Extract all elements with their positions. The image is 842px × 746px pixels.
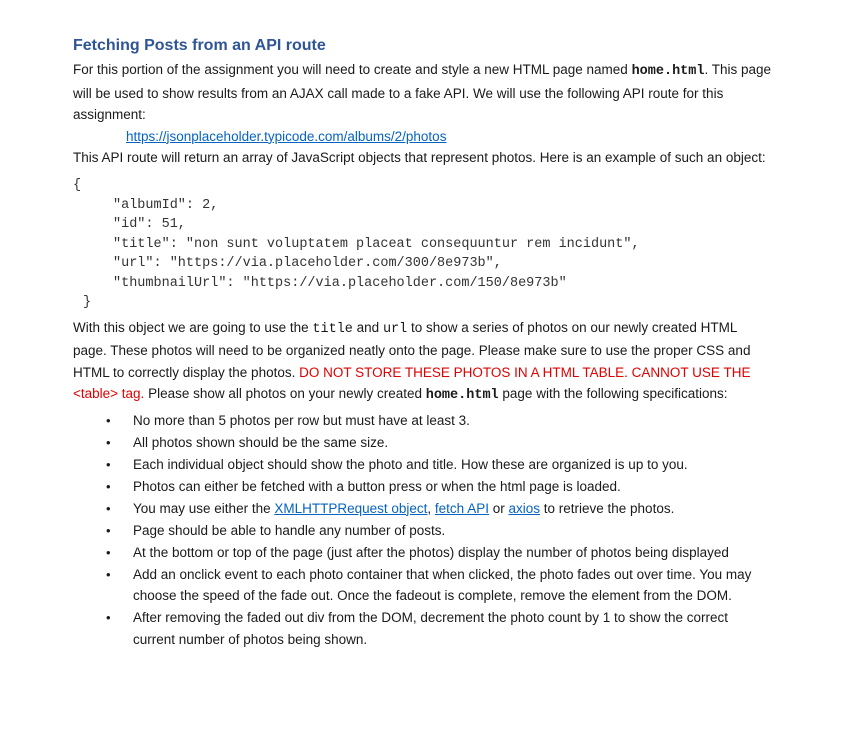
xmlhttprequest-link[interactable]: XMLHTTPRequest object <box>274 500 428 516</box>
spec-text: or <box>488 500 509 516</box>
bullet-icon: • <box>106 478 111 494</box>
api-url-link[interactable]: https://jsonplaceholder.typicode.com/albums/2/photos <box>126 128 447 144</box>
usage-paragraph <box>73 317 773 407</box>
specifications-list <box>73 410 773 651</box>
array-description: This API route will return an array of JavaScript objects that represent photos. Here is an example of such an object: <box>73 149 766 165</box>
spec-text: to retrieve the photos. <box>540 500 675 516</box>
spec-text: After removing the faded out div from the DOM, decrement the photo count by 1 to show the correct current number of photos being shown. <box>133 610 729 647</box>
code-open-brace: { <box>73 178 82 193</box>
axios-link[interactable]: axios <box>508 500 540 516</box>
url-keyword: url <box>382 321 408 337</box>
bullet-icon: • <box>106 500 111 516</box>
list-item <box>73 520 773 542</box>
code-example <box>73 176 773 313</box>
api-url-line <box>73 126 773 147</box>
usage-and: and <box>352 319 383 335</box>
list-item <box>73 410 773 432</box>
code-close-brace: } <box>83 295 92 310</box>
code-line-id: "id": 51, <box>113 217 186 232</box>
section-heading: Fetching Posts from an API route <box>73 37 326 54</box>
bullet-icon: • <box>106 544 111 560</box>
list-item <box>73 454 773 476</box>
list-item <box>73 564 773 607</box>
list-item <box>73 476 773 498</box>
title-keyword: title <box>312 321 353 337</box>
usage-text-1: With this object we are going to use the <box>73 319 313 335</box>
bullet-icon: • <box>106 412 111 428</box>
intro-filename: home.html <box>631 64 705 79</box>
usage-text-2: to show a series of photos on our newly created HTML page. These photos will need to be organized neatly onto the page. Please make sure to use the proper CSS and HTML to correctly display the photos. <box>73 319 751 380</box>
bullet-icon: • <box>106 434 111 450</box>
code-line-albumid: "albumId": 2, <box>113 197 219 213</box>
spec-text: Photos can either be fetched with a button press or when the html page is loaded. <box>133 478 621 494</box>
table-warning: DO NOT STORE THESE PHOTOS IN A HTML TABLE. CANNOT USE THE <table> tag. <box>73 364 751 401</box>
spec-text: No more than 5 photos per row but must have at least 3. <box>133 412 470 428</box>
intro-text-2: . This page will be used to show results from an AJAX call made to a fake API. We will use the following API route for this assignment: <box>73 62 772 122</box>
document-page <box>73 36 773 651</box>
bullet-icon: • <box>106 456 111 472</box>
intro-paragraph <box>73 59 773 126</box>
list-item <box>73 607 773 650</box>
spec-text: You may use either the <box>133 500 275 516</box>
code-line-url: "url": "https://via.placeholder.com/300/8e973b", <box>113 256 502 271</box>
spec-text: At the bottom or top of the page (just after the photos) display the number of photos being displayed <box>133 544 729 560</box>
spec-text: Page should be able to handle any number of posts. <box>133 522 446 538</box>
usage-filename: home.html <box>425 388 499 403</box>
usage-text-3: Please show all photos on your newly created <box>144 386 426 401</box>
bullet-icon: • <box>106 566 111 582</box>
fetch-api-link[interactable]: fetch API <box>434 500 489 516</box>
spec-text: Each individual object should show the photo and title. How these are organized is up to you. <box>133 456 688 472</box>
bullet-icon: • <box>106 522 111 538</box>
spec-text: Add an onclick event to each photo container that when clicked, the photo fades out over time. You may choose the speed of the fade out. Once the fadeout is complete, remove the element from the DOM. <box>133 566 752 603</box>
bullet-icon: • <box>106 610 111 625</box>
code-line-title: "title": "non sunt voluptatem placeat consequuntur rem incidunt", <box>113 236 640 252</box>
intro-text-1: For this portion of the assignment you will need to create and style a new HTML page named <box>73 62 632 77</box>
spec-text: All photos shown should be the same size. <box>133 434 389 450</box>
list-item <box>73 432 773 454</box>
code-line-thumbnailurl: "thumbnailUrl": "https://via.placeholder.com/150/8e973b" <box>113 275 567 291</box>
list-item <box>73 498 773 520</box>
spec-text: , <box>427 500 435 516</box>
list-item <box>73 542 773 564</box>
usage-text-4: page with the following specifications: <box>498 386 728 401</box>
